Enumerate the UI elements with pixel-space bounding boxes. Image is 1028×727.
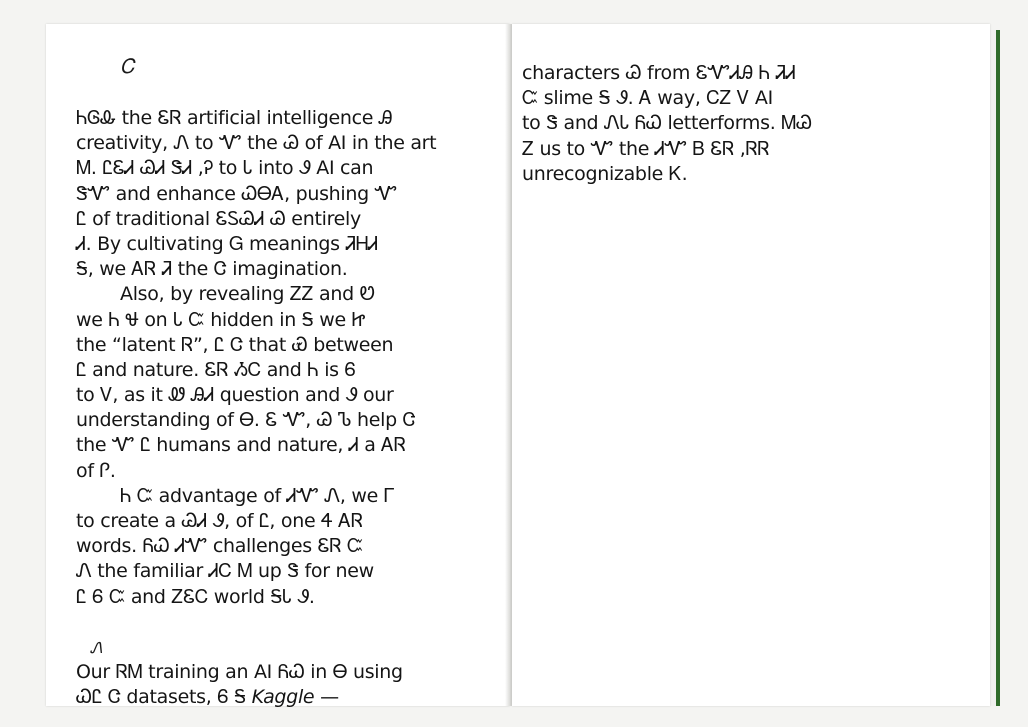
text-line: Ꮭ of traditional ᏋᏚᏊᏗ Ꮚ entirely xyxy=(76,207,361,230)
text-line: Ꮇ. ᏝᏋᏗ ᏊᏗ ᏕᏗ ,Ꭾ to Ꮣ into Ꮽ AI can xyxy=(76,157,374,180)
text-fragment: ᏇᏝ Ꮳ datasets, Ꮾ Ꭶ xyxy=(76,686,246,709)
text-line: understanding of Ꮎ. Ꮛ Ꮙ, Ꮚ Ꮦ help Ꮳ xyxy=(76,409,416,432)
text-line: to create a ᏊᏗ Ꮽ, of Ꮭ, one Ꮞ ᎪᏒ xyxy=(76,510,363,532)
right-page xyxy=(512,24,990,706)
text-line: to Ꮥ and ᏁᏓ ᏲᏇ letterforms. ᎷᏊ xyxy=(522,112,812,135)
text-line: words. ᏲᏇ ᏗᏉ challenges ᏋᏒ Ꮸ xyxy=(76,535,363,558)
text-line: Ꮓ us to Ꮙ the ᏗᏉ Ᏼ ᏋᏒ ,ᏒᏒ xyxy=(522,137,770,160)
em-dash: — xyxy=(320,686,339,709)
text-line: ᏂᎶᎲ the ᏋᏒ artificial intelligence Ꭿ xyxy=(76,107,393,129)
text-line: unrecognizable Ꮶ. xyxy=(522,162,688,185)
text-line: the Ꮙ Ꮭ humans and nature, Ꮧ a ᎪᏒ xyxy=(76,434,406,457)
text-line: Ꮑ the familiar ᏗᏟ Ꮇ up Ꮥ for new xyxy=(76,560,374,583)
text-line: of Ꮅ. xyxy=(76,459,116,482)
text-line: to Ꮩ, as it Ꮺ ᎯᏗ question and Ꮽ our xyxy=(76,384,394,407)
text-line: Ꮭ and nature. ᏋᏒ ᏱᏟ and Ꮒ is Ꮾ xyxy=(76,358,356,381)
kaggle-text: Kaggle xyxy=(251,686,315,709)
text-line: characters Ꮚ from ᏋᏉᏗᎯ Ꮒ ᏘᏗ xyxy=(522,62,796,84)
text-line: creativity, Ꮑ to Ꮙ the Ꮚ of AI in the art xyxy=(76,132,437,155)
right-page-text xyxy=(522,61,812,187)
heading-glyph: Ꮯ xyxy=(120,54,135,78)
section-glyph: Ꮑ xyxy=(90,638,103,657)
text-line: Ꮸ slime Ꭶ Ꮽ. Ꭺ way, ᏟᏃ Ꮩ AI xyxy=(522,87,773,110)
text-line: Ꮒ Ꮸ advantage of ᏗᏉ Ꮑ, we Ꮁ xyxy=(120,484,395,507)
left-page-text xyxy=(76,106,436,711)
left-page xyxy=(46,24,510,709)
text-line: ᏕᏉ and enhance ᏇᎾᎪ, pushing Ꮙ xyxy=(76,182,397,205)
text-line: Ꮭ Ꮾ Ꮸ and ᏃᏋᏟ world ᎦᏓ Ꮽ. xyxy=(76,585,315,608)
text-line: Our ᏒᎷ training an AI ᏲᏇ in Ꮎ using xyxy=(76,661,403,684)
section-glyph-line xyxy=(76,635,436,660)
text-line xyxy=(76,685,436,710)
paragraph-gap xyxy=(76,610,436,635)
text-line: we Ꮒ Ꮰ on Ꮣ Ꮸ hidden in Ꭶ we Ꮵ xyxy=(76,308,366,331)
text-line: Ꮧ. By cultivating Ꮐ meanings ᏘᎻᏗ xyxy=(76,232,378,255)
text-line: Ꭶ, we ᎪᏒ Ꮨ the Ꮳ imagination. xyxy=(76,258,348,281)
text-line: the “latent Ꮢ”, Ꮭ Ꮳ that Ꮿ between xyxy=(76,333,394,356)
text-line: Also, by revealing ᏃᏃ and Ꮼ xyxy=(120,283,375,306)
